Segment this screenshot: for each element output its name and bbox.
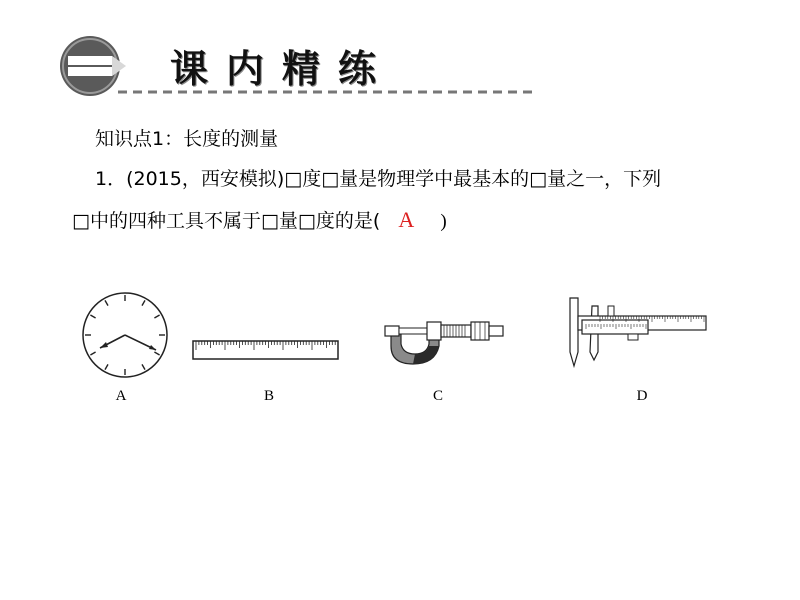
vernier-caliper-icon [556, 294, 708, 370]
question-line-2 [72, 206, 447, 233]
question-line-1: 1．(2015，西安模拟)□度□量是物理学中最基本的□量之一，下列 [95, 168, 662, 190]
option-label-d: D [636, 388, 648, 404]
option-label-c: C [432, 388, 443, 404]
section-title: 知识点1：长度的测量 [95, 128, 279, 150]
option-label-a: A [115, 388, 127, 404]
answer-text: A [398, 207, 415, 232]
pencil-icon [60, 36, 126, 96]
page-title: 课内精练 [170, 47, 395, 91]
ruler-icon [192, 338, 340, 362]
clock-icon [80, 290, 170, 380]
option-label-b: B [263, 388, 274, 404]
closing-paren: ) [440, 211, 447, 232]
micrometer-icon [383, 316, 507, 368]
question-line-2-text: □中的四种工具不属于□量□度的是( [72, 210, 381, 232]
